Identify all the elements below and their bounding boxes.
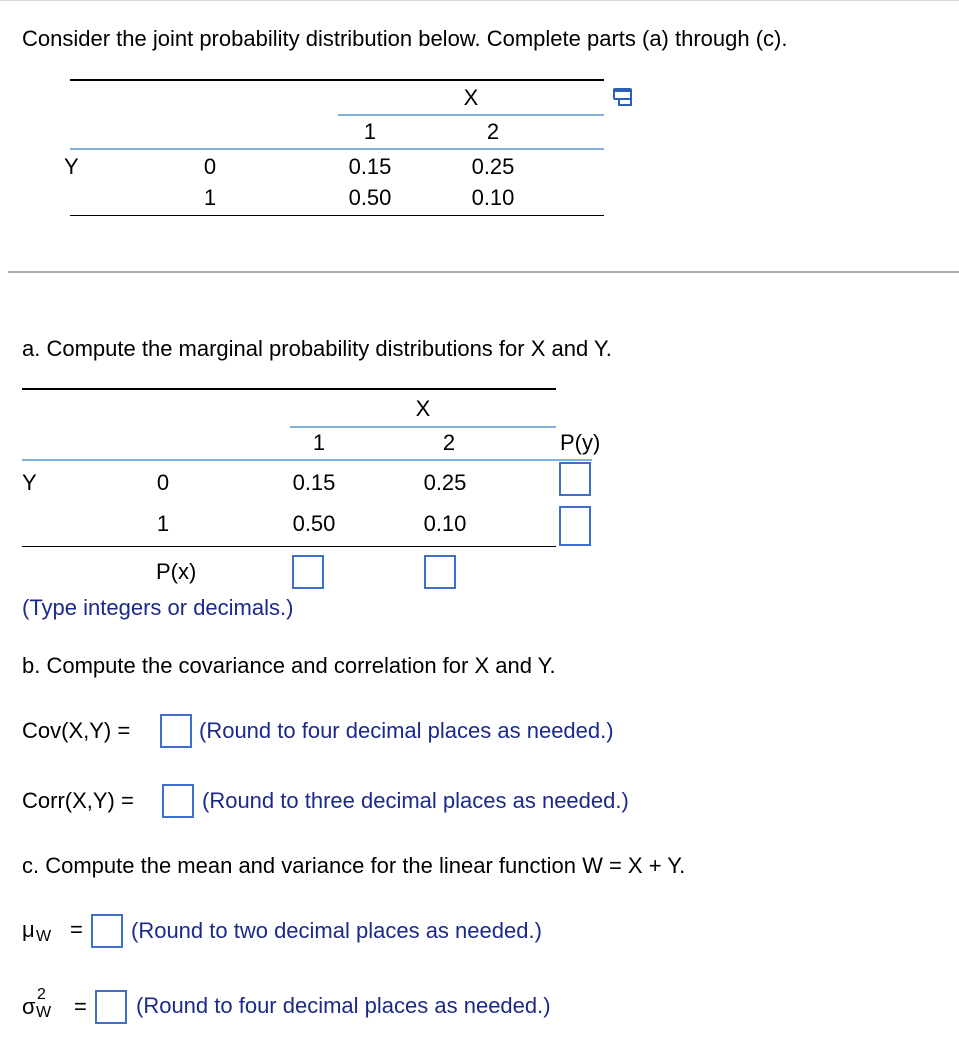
cov-hint: (Round to four decimal places as needed.) <box>199 718 614 743</box>
sigma-symbol: σ <box>22 994 36 1019</box>
col-header-1: 1 <box>363 119 377 144</box>
part-a-prompt: a. Compute the marginal probability distributions for X and Y. <box>22 336 612 361</box>
mean-label <box>22 914 92 954</box>
cell-1-1: 0.50 <box>348 185 392 210</box>
variance-w-input[interactable] <box>95 990 127 1024</box>
row-label-0: 0 <box>156 470 170 495</box>
col-header-1: 1 <box>312 430 326 455</box>
mean-hint: (Round to two decimal places as needed.) <box>131 918 542 943</box>
cell-1-1: 0.50 <box>292 511 336 536</box>
px-1-input[interactable] <box>292 555 324 589</box>
header-rule <box>22 459 592 461</box>
row-label-1: 1 <box>203 185 217 210</box>
px-label: P(x) <box>156 559 197 584</box>
y-label: Y <box>64 154 79 179</box>
variance-label <box>22 986 96 1030</box>
cell-0-2: 0.25 <box>471 154 515 179</box>
mean-equals: = <box>70 917 83 942</box>
corr-hint: (Round to three decimal places as needed.) <box>202 788 629 813</box>
px-2-input[interactable] <box>424 555 456 589</box>
table-bottom-rule <box>70 215 604 216</box>
mu-symbol: μ <box>22 917 35 942</box>
header-rule <box>70 148 604 150</box>
col-header-2: 2 <box>442 430 456 455</box>
cell-0-1: 0.15 <box>348 154 392 179</box>
question-intro: Consider the joint probability distribution below. Complete parts (a) through (c). <box>22 26 788 51</box>
variance-equals: = <box>74 994 87 1019</box>
variance-superscript: 2 <box>37 986 46 1003</box>
mean-w-input[interactable] <box>91 914 123 948</box>
x-header: X <box>415 396 431 421</box>
row-label-1: 1 <box>156 511 170 536</box>
py-1-input[interactable] <box>559 506 591 546</box>
py-header: P(y) <box>560 430 601 455</box>
col-header-2: 2 <box>486 119 500 144</box>
table-top-rule <box>22 388 556 390</box>
variance-hint: (Round to four decimal places as needed.) <box>136 993 551 1018</box>
x-header-rule <box>290 426 556 428</box>
x-header-rule <box>338 114 604 116</box>
variance-subscript: W <box>36 1004 52 1021</box>
corr-label: Corr(X,Y) = <box>22 788 134 813</box>
part-b-prompt: b. Compute the covariance and correlation for X and Y. <box>22 653 556 678</box>
cell-0-2: 0.25 <box>423 470 467 495</box>
mean-subscript: W <box>36 928 52 945</box>
table-top-rule <box>70 79 604 81</box>
copy-table-icon[interactable] <box>612 86 636 108</box>
part-a-hint: (Type integers or decimals.) <box>22 595 294 620</box>
corr-input[interactable] <box>162 784 194 818</box>
cell-1-2: 0.10 <box>471 185 515 210</box>
y-label: Y <box>22 470 37 495</box>
cov-label: Cov(X,Y) = <box>22 718 131 743</box>
top-border <box>0 0 959 1</box>
part-c-prompt: c. Compute the mean and variance for the linear function W = X + Y. <box>22 853 686 878</box>
table-bottom-rule <box>22 546 556 547</box>
section-divider <box>8 271 959 273</box>
x-header: X <box>463 85 479 110</box>
row-label-0: 0 <box>203 154 217 179</box>
py-0-input[interactable] <box>559 462 591 496</box>
cell-0-1: 0.15 <box>292 470 336 495</box>
cov-input[interactable] <box>160 714 192 748</box>
cell-1-2: 0.10 <box>423 511 467 536</box>
